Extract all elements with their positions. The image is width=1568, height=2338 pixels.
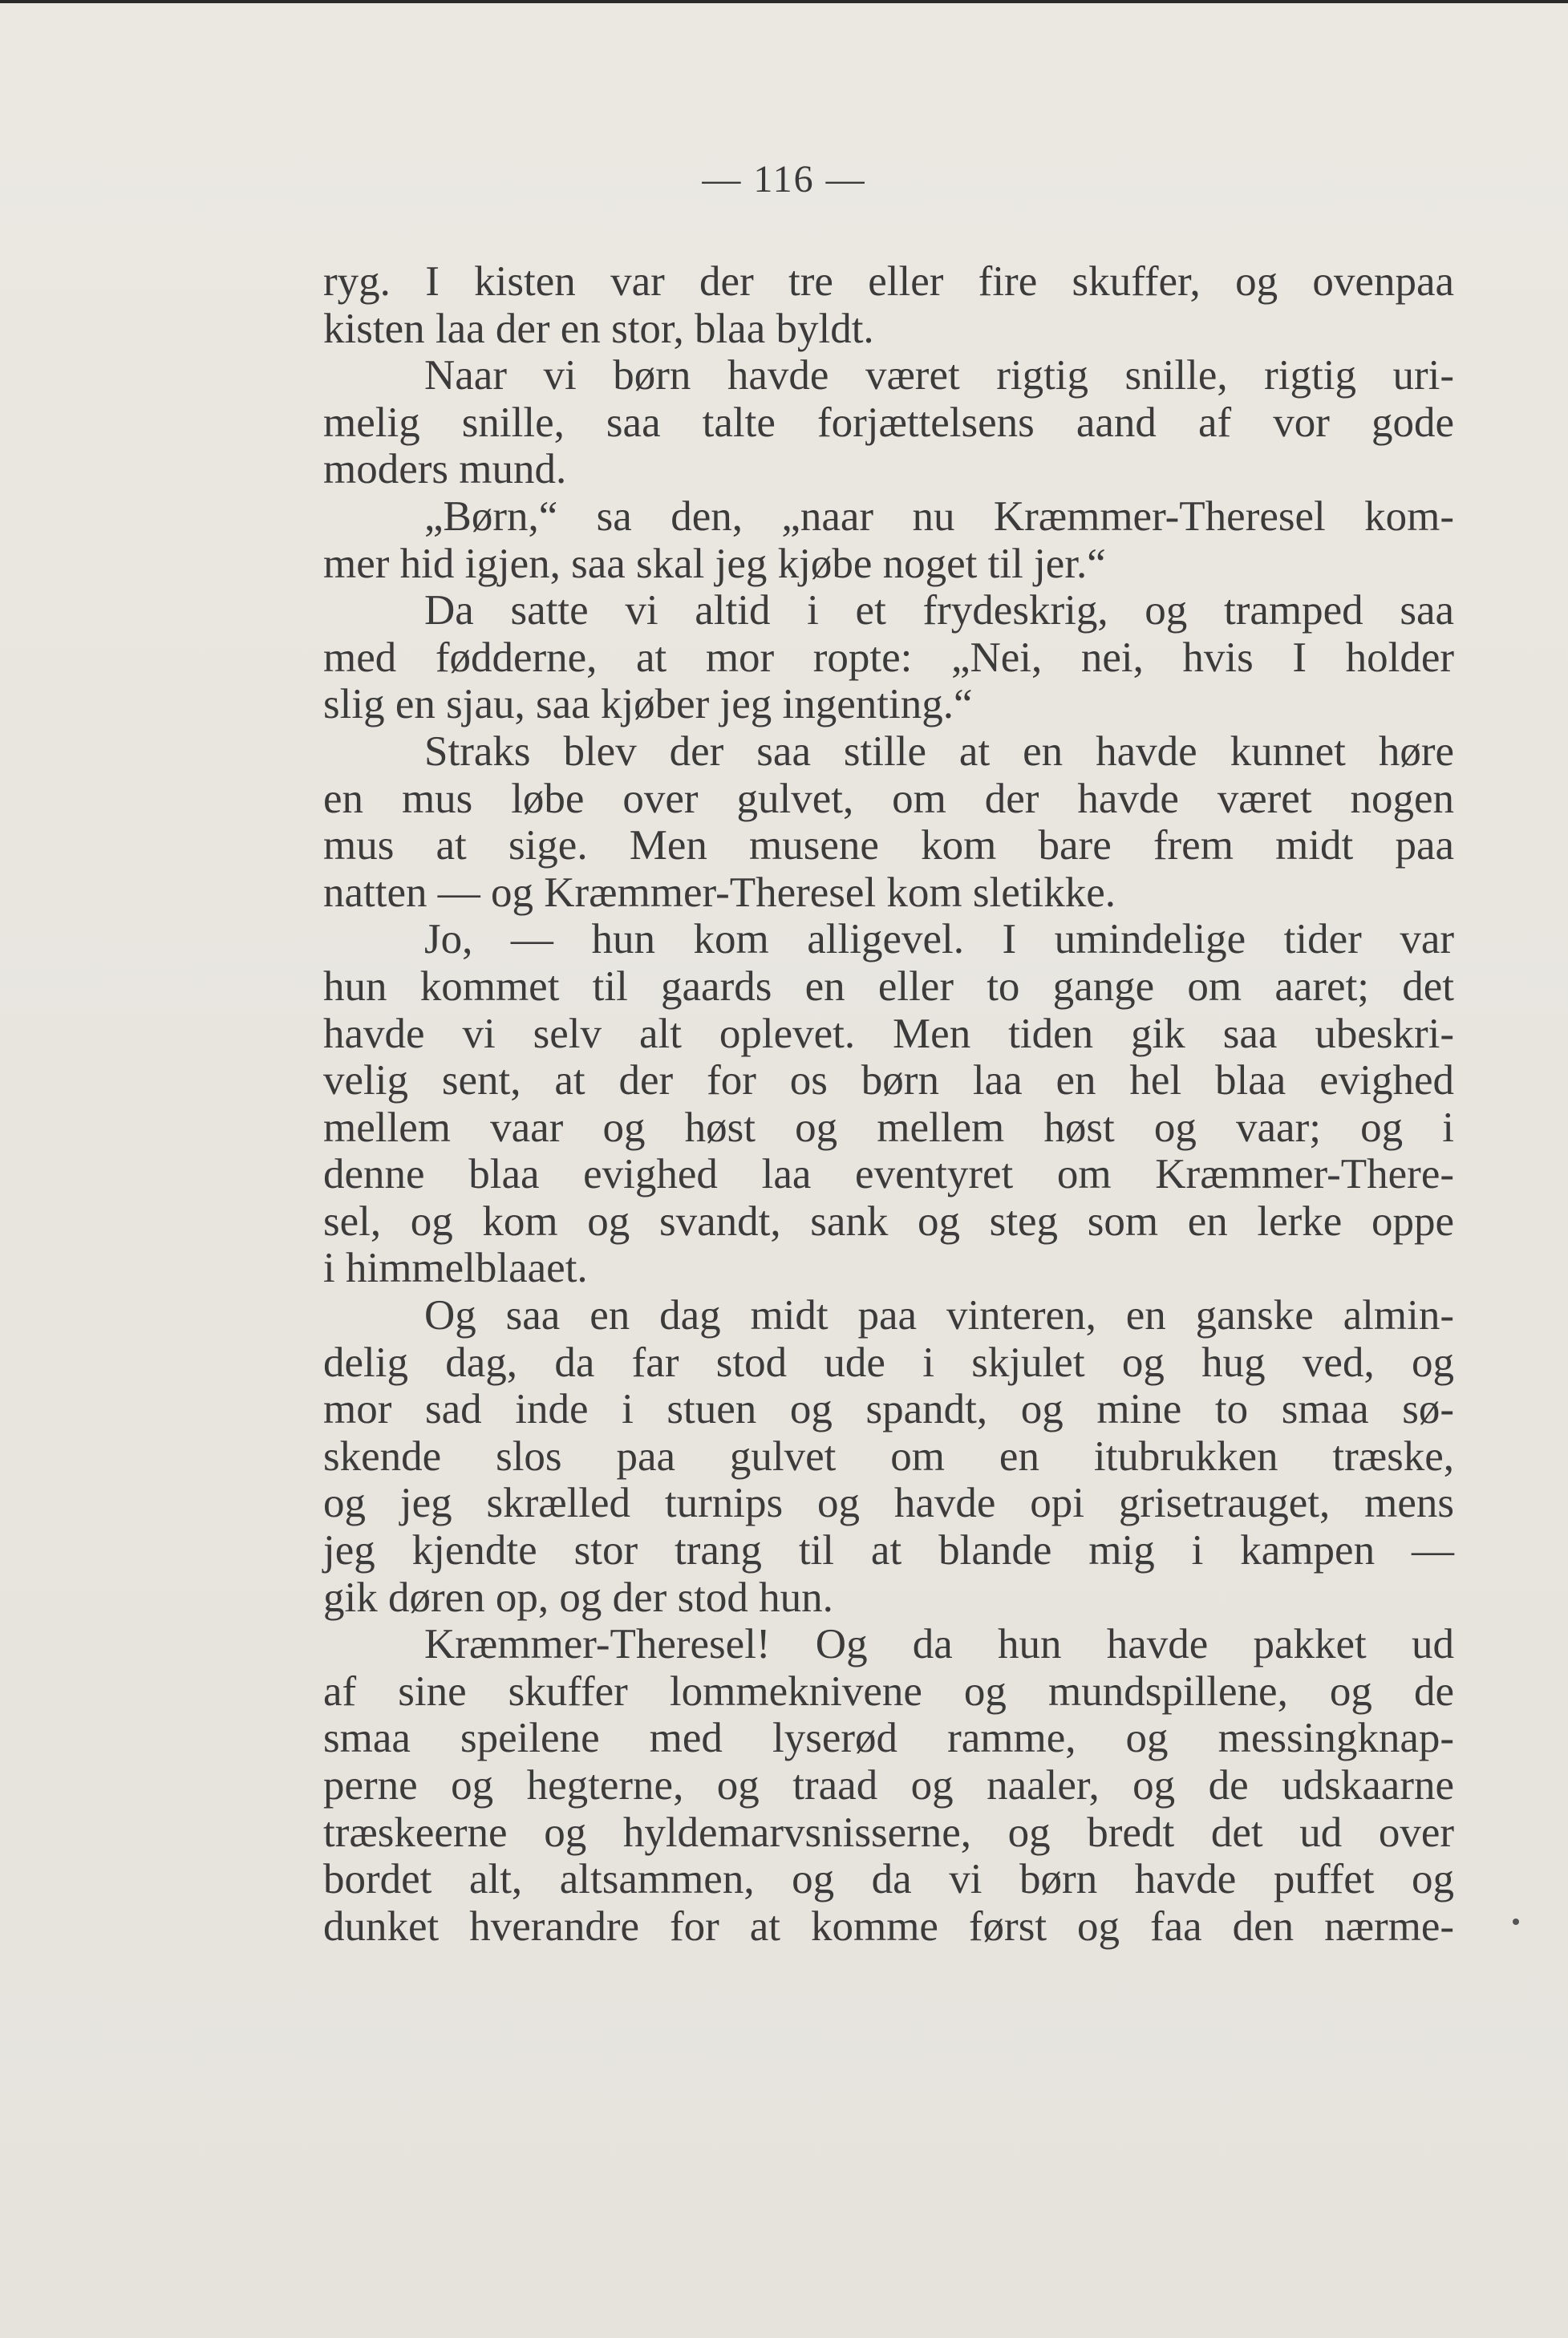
text-line: mer hid igjen, saa skal jeg kjøbe noget til jer.“ [323,540,1106,587]
text-line: Kræmmer-Theresel! Og da hun havde pakket ud [424,1621,1454,1668]
text-line: mor sad inde i stuen og spandt, og mine to smaa sø- [323,1386,1454,1433]
text-line: „Børn,“ sa den, „naar nu Kræmmer-Theresel kom- [424,492,1454,540]
text-line: skende slos paa gulvet om en itubrukken træske, [323,1432,1454,1480]
text-line: bordet alt, altsammen, og da vi børn havde puffet og [323,1856,1454,1903]
text-line: melig snille, saa talte forjættelsens aand af vor gode [323,399,1454,446]
text-line: Naar vi børn havde været rigtig snille, rigtig uri- [424,352,1454,399]
scan-top-edge [0,0,1568,3]
text-line: Da satte vi altid i et frydeskrig, og tramped saa [424,587,1454,634]
text-line: Og saa en dag midt paa vinteren, en ganske almin- [424,1292,1454,1339]
text-line: af sine skuffer lommeknivene og mundspillene, og de [323,1667,1454,1715]
text-line: slig en sjau, saa kjøber jeg ingenting.“ [323,681,973,728]
margin-mark [1513,1919,1519,1925]
text-line: med fødderne, at mor ropte: „Nei, nei, hvis I holder [323,634,1454,681]
text-line: træskeerne og hyldemarvsnisserne, og bredt det ud over [323,1809,1454,1856]
text-line: mellem vaar og høst og mellem høst og vaar; og i [323,1104,1454,1151]
text-line: delig dag, da far stod ude i skjulet og hug ved, og [323,1339,1454,1386]
text-line: perne og hegterne, og traad og naaler, og de udskaarne [323,1762,1454,1809]
text-line: velig sent, at der for os børn laa en hel blaa evighed [323,1057,1454,1104]
text-line: Jo, — hun kom alligevel. I umindelige tider var [424,916,1454,963]
text-line: mus at sige. Men musene kom bare frem midt paa [323,822,1454,869]
text-line: natten — og Kræmmer-Theresel kom sletikke. [323,869,1116,916]
text-line: dunket hverandre for at komme først og faa den nærme- [323,1902,1454,1950]
text-line: jeg kjendte stor trang til at blande mig i kampen — [323,1527,1454,1574]
text-line: en mus løbe over gulvet, om der havde været nogen [323,775,1454,822]
text-line: hun kommet til gaards en eller to gange om aaret; det [323,962,1454,1010]
text-line: denne blaa evighed laa eventyret om Kræmmer-There- [323,1151,1454,1198]
text-line: i himmelblaaet. [323,1245,588,1292]
text-line: Straks blev der saa stille at en havde kunnet høre [424,727,1454,775]
text-line: ryg. I kisten var der tre eller fire skuffer, og ovenpaa [323,258,1454,305]
body-text [323,258,1454,1950]
text-line: sel, og kom og svandt, sank og steg som en lerke oppe [323,1197,1454,1245]
text-line: kisten laa der en stor, blaa byldt. [323,305,874,352]
text-line: og jeg skrælled turnips og havde opi grisetrauget, mens [323,1480,1454,1527]
text-line: smaa speilene med lyserød ramme, og messingknap- [323,1715,1454,1762]
text-line: havde vi selv alt oplevet. Men tiden gik saa ubeskri- [323,1010,1454,1057]
text-line: moders mund. [323,446,567,493]
text-line: gik døren op, og der stod hun. [323,1574,833,1621]
page-number: — 116 — [702,158,866,201]
